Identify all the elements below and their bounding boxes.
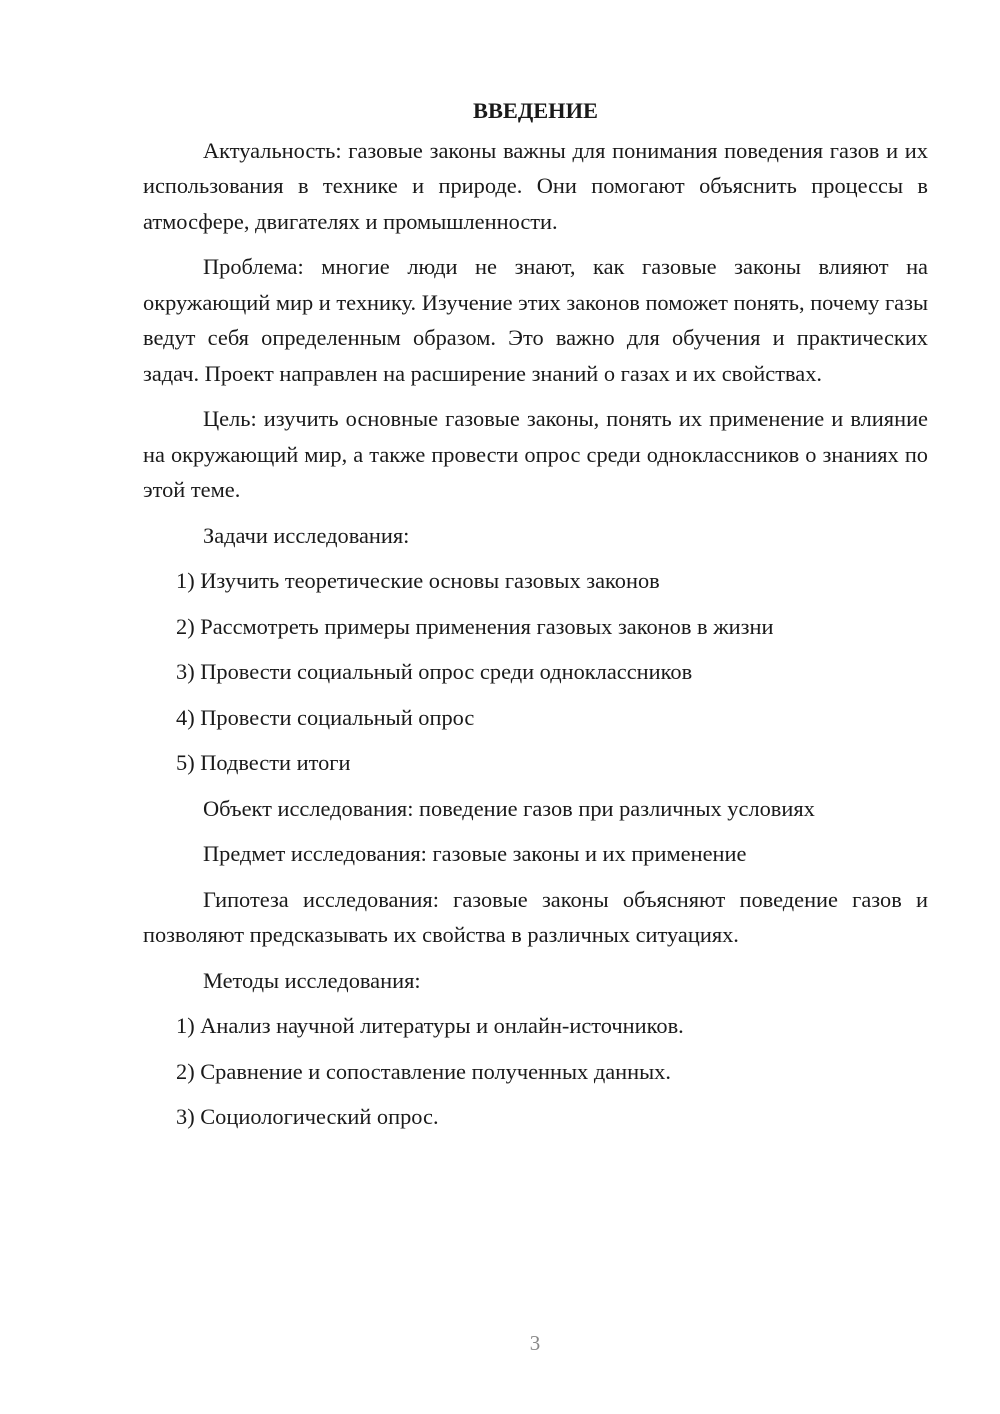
task-item-2: 2) Рассмотреть примеры применения газовых законов в жизни <box>176 613 774 639</box>
section-title: ВВЕДЕНИЕ <box>473 98 598 123</box>
hypothesis-paragraph: Гипотеза исследования: газовые законы объясняют поведение газов и позволяют предсказывать их свойства в различных ситуациях. <box>143 886 928 947</box>
methods-heading: Методы исследования: <box>203 967 421 993</box>
method-item-3: 3) Социологический опрос. <box>176 1104 439 1129</box>
subject-line: Предмет исследования: газовые законы и их применение <box>203 841 747 866</box>
goal-paragraph: Цель: изучить основные газовые законы, понять их применение и влияние на окружающий мир, а также провести опрос среди одноклассников о знаниях по этой теме. <box>143 406 928 502</box>
task-item-1: 1) Изучить теоретические основы газовых законов <box>176 568 660 593</box>
method-item-2: 2) Сравнение и сопоставление полученных данных. <box>176 1058 671 1084</box>
tasks-heading: Задачи исследования: <box>203 522 410 548</box>
method-item-1: 1) Анализ научной литературы и онлайн-источников. <box>176 1013 684 1038</box>
problem-paragraph: Проблема: многие люди не знают, как газовые законы влияют на окружающий мир и технику. Изучение этих законов поможет понять, почему газы ведут себя определенным образом. Это важно для обучения и практических задач. Проект направлен на расширение знаний о газах и их свойствах. <box>143 254 928 386</box>
page-content <box>143 93 928 1145</box>
relevance-paragraph: Актуальность: газовые законы важны для понимания поведения газов и их использования в технике и природе. Они помогают объяснить процессы в атмосфере, двигателях и промышленности. <box>143 137 928 234</box>
task-item-5: 5) Подвести итоги <box>176 750 351 775</box>
task-item-4: 4) Провести социальный опрос <box>176 704 475 730</box>
task-item-3: 3) Провести социальный опрос среди одноклассников <box>176 659 693 684</box>
object-line: Объект исследования: поведение газов при различных условиях <box>203 795 815 821</box>
page-number: 3 <box>529 1331 541 1355</box>
